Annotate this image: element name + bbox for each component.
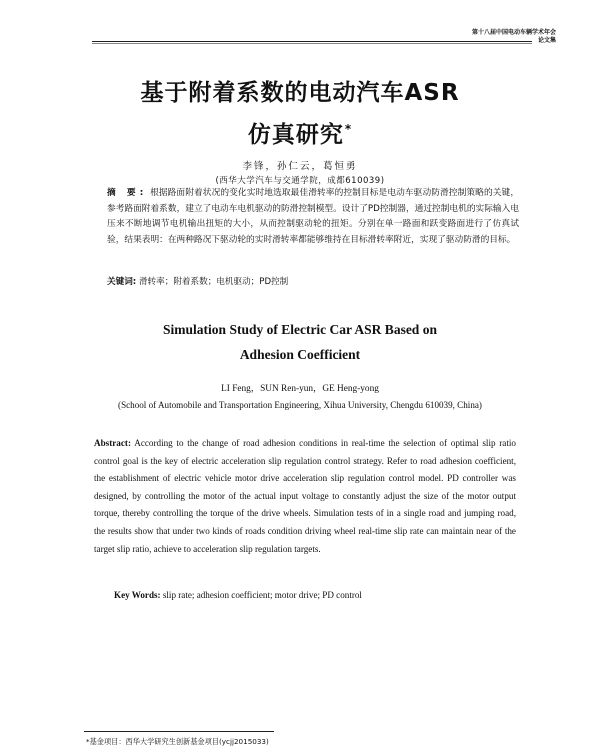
cn-abstract-label: 摘 要: (107, 188, 148, 198)
en-title-line1: Simulation Study of Electric Car ASR Based on (163, 322, 437, 337)
en-affiliation: (School of Automobile and Transportation Engineering, Xihua University, Chengdu 610039, China) (118, 400, 482, 410)
section-label: 论文集 (537, 37, 556, 44)
en-title (0, 317, 600, 367)
header-rule (92, 41, 532, 42)
cn-keywords-text: 滑转率；附着系数；电机驱动；PD控制 (138, 277, 289, 287)
cn-abstract (107, 186, 519, 248)
cn-keywords-label: 关键词: (107, 277, 137, 287)
footnote-rule (84, 731, 274, 732)
header-rule-thin (92, 43, 532, 44)
title-footnote-mark: * (344, 122, 353, 137)
cn-title-line2: 仿真研究* (247, 122, 353, 148)
en-abstract-text: According to the change of road adhesion conditions in real-time the selection of optimal slip ratio control goal is the key of electric acceleration slip regulation control strategy. Refer to road adhesion coefficient, the establishment of electric vehicle motor drive acceleration slip regulation control model. PD controller was designed, by controlling the motor of the actual input voltage to constantly adjust the size of the motor output torque, thereby controlling the torque of the drive wheels. Simulation tests of in a single road and jumping road, the results show that under two kinds of roads condition driving wheel real-time slip rate can maintain near of the target slip ratio, achieve to acceleration slip regulation targets. (94, 438, 516, 554)
en-abstract (94, 435, 516, 558)
cn-abstract-text: 根据路面附着状况的变化实时地选取最佳滑转率的控制目标是电动车驱动防滑控制策略的关键，参考路面附着系数，建立了电动车电机驱动的防滑控制模型。设计了PD控制器，通过控制电机的实际输入电压来不断地调节电机输出扭矩的大小，从而控制驱动轮的扭矩。分别在单一路面和跃变路面进行了仿真试验，结果表明：在两种路况下驱动轮的实时滑转率都能够维持在目标滑转率附近，实现了驱动防滑的目标。 (107, 188, 520, 245)
conference-name: 第十八届中国电动车辆学术年会 (471, 29, 556, 36)
en-keywords-label: Key Words: (114, 590, 161, 600)
cn-title-line1: 基于附着系数的电动汽车ASR (140, 80, 460, 106)
cn-affiliation: (西华大学汽车与交通学院，成都610039) (215, 176, 385, 186)
en-keywords (114, 590, 514, 600)
cn-authors: 李锋，孙仁云，葛恒勇 (242, 161, 358, 172)
en-title-line2: Adhesion Coefficient (239, 347, 361, 362)
footnote-funding: *基金项目：西华大学研究生创新基金项目(ycjj2015033) (86, 737, 269, 746)
cn-keywords (107, 275, 519, 289)
en-abstract-label: Abstract: (94, 438, 131, 448)
en-keywords-text: slip rate; adhesion coefficient; motor drive; PD control (162, 590, 362, 600)
en-authors: LI Feng，SUN Ren-yun，GE Heng-yong (221, 384, 379, 394)
